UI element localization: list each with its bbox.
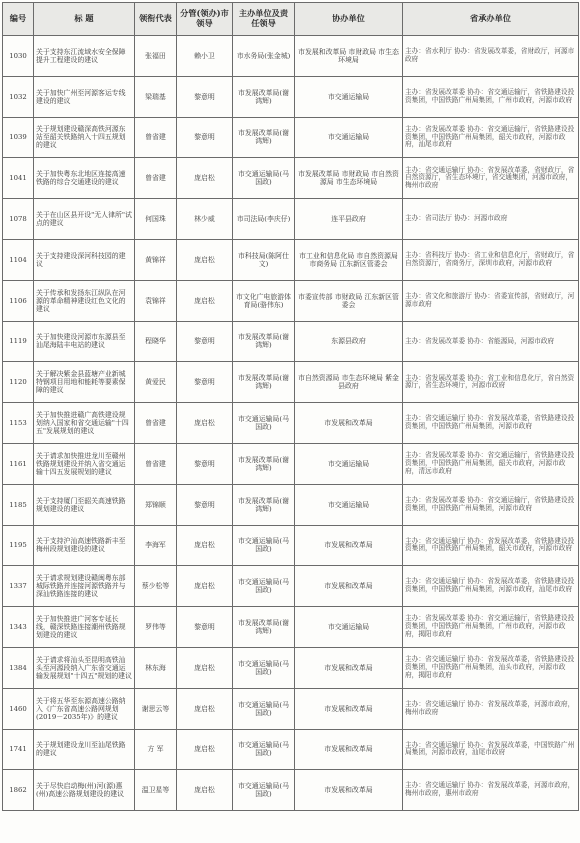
main-unit: 市交通运输局(马国政)	[233, 688, 295, 729]
co-units: 东源县政府	[295, 321, 403, 362]
lead-representative: 程晓华	[135, 321, 177, 362]
co-units: 市发展和改革局	[295, 525, 403, 566]
lead-representative: 曾省建	[135, 117, 177, 158]
proposal-number: 1106	[3, 280, 34, 321]
provincial-units: 主办：省发展改革委 协办：省交通运输厅，省铁路建设投资集团，中国铁路广州局集团，广州市政府，河源市政府	[403, 76, 579, 117]
provincial-units: 主办：省科技厅 协办：省工业和信息化厅，省财政厅，省自然资源厅，省商务厅，深圳市政府，河源市政府	[403, 239, 579, 280]
main-unit: 市发展改革局(谢鸿辉)	[233, 607, 295, 648]
provincial-units: 主办：省发展改革委 协办：省交通运输厅，省铁路建设投资集团，中国铁路广州局集团，韶关市政府，河源市政府，清远市政府	[403, 443, 579, 484]
proposal-title: 关于支持沪汕高速铁路新丰至梅州段规划建设的建议	[34, 525, 135, 566]
provincial-units: 主办：省发展改革委 协办：省工业和信息化厅，省自然资源厅，省生态环境厅，河源市政府	[403, 362, 579, 403]
co-units: 市委宣传部 市财政局 江东新区管委会	[295, 280, 403, 321]
proposal-title: 关于规划建设赣深高铁河源东站至韶关铁路纳入十四五规划的建议	[34, 117, 135, 158]
proposal-number: 1862	[3, 770, 34, 811]
city-leader: 庞启松	[177, 239, 233, 280]
proposal-title: 关于支持建设深河科技园的建议	[34, 239, 135, 280]
co-units: 市发展和改革局	[295, 647, 403, 688]
lead-representative: 林东海	[135, 647, 177, 688]
provincial-units: 主办：省交通运输厅 协办：省发展改革委，省铁路建设投资集团，中国铁路广州局集团，韶关市政府，河源市政府	[403, 525, 579, 566]
proposal-number: 1384	[3, 647, 34, 688]
proposal-number: 1195	[3, 525, 34, 566]
table-row	[3, 729, 579, 770]
provincial-units: 主办：省交通运输厅 协办：省发展改革委，省铁路建设投资集团，中国铁路广州局集团，河源市政府，汕尾市政府	[403, 566, 579, 607]
city-leader: 黎意明	[177, 321, 233, 362]
proposal-number: 1741	[3, 729, 34, 770]
proposal-number: 1039	[3, 117, 34, 158]
proposal-title: 关于规划建设龙川至汕尾铁路的建议	[34, 729, 135, 770]
lead-representative: 曾省建	[135, 403, 177, 444]
lead-representative: 张福田	[135, 36, 177, 77]
table-row	[3, 76, 579, 117]
header-city-leader: 分管(领办)市领导	[177, 3, 233, 36]
main-unit: 市交通运输局(马国政)	[233, 158, 295, 199]
lead-representative: 曾省建	[135, 158, 177, 199]
proposal-number: 1343	[3, 607, 34, 648]
provincial-units: 主办：省发展改革委 协办：省交通运输厅，省铁路建设投资集团，中国铁路广州局集团，广州市政府，河源市政府，揭阳市政府	[403, 607, 579, 648]
co-units: 市发展改革局 市财政局 市自然资源局 市生态环境局	[295, 158, 403, 199]
city-leader: 庞启松	[177, 566, 233, 607]
city-leader: 庞启松	[177, 770, 233, 811]
co-units: 市交通运输局	[295, 607, 403, 648]
table-row	[3, 362, 579, 403]
proposal-title: 关于尽快启动梅(州)河(源)惠(州)高速公路规划建设的建议	[34, 770, 135, 811]
proposal-title: 关于加快粤东北地区连接高速铁路的综合交通建设的建议	[34, 158, 135, 199]
proposal-number: 1161	[3, 443, 34, 484]
provincial-units: 主办：省发展改革委 协办：省交通运输厅，省铁路建设投资集团，中国铁路广州局集团，河源市政府	[403, 484, 579, 525]
lead-representative: 罗伟等	[135, 607, 177, 648]
table-row	[3, 403, 579, 444]
header-provincial-unit: 省承办单位	[403, 3, 579, 36]
main-unit: 市科技局(陈阿仕文)	[233, 239, 295, 280]
lead-representative: 梁瑞基	[135, 76, 177, 117]
proposal-title: 关于加快广州至河源客运专线建设的建议	[34, 76, 135, 117]
proposal-number: 1104	[3, 239, 34, 280]
table-row	[3, 525, 579, 566]
main-unit: 市发展改革局(谢鸿辉)	[233, 321, 295, 362]
lead-representative: 黄锦祥	[135, 239, 177, 280]
table-header-row	[3, 3, 579, 36]
proposal-title: 关于支持厦门至韶关高速铁路规划建设的建议	[34, 484, 135, 525]
proposal-number: 1032	[3, 76, 34, 117]
co-units: 市发展和改革局	[295, 770, 403, 811]
lead-representative: 曾省建	[135, 443, 177, 484]
co-units: 市交通运输局	[295, 117, 403, 158]
table-row	[3, 199, 579, 240]
provincial-units: 主办：省交通运输厅 协办：省发展改革委，省铁路建设投资集团，中国铁路广州局集团，汕头市政府，河源市政府，揭阳市政府	[403, 647, 579, 688]
provincial-units: 主办：省司法厅 协办：河源市政府	[403, 199, 579, 240]
main-unit: 市交通运输局(马国政)	[233, 566, 295, 607]
city-leader: 黎意明	[177, 484, 233, 525]
header-title: 标 题	[34, 3, 135, 36]
header-co-unit: 协办单位	[295, 3, 403, 36]
city-leader: 黎意明	[177, 443, 233, 484]
table-row	[3, 158, 579, 199]
table-row	[3, 280, 579, 321]
city-leader: 林少威	[177, 199, 233, 240]
lead-representative: 黄爱民	[135, 362, 177, 403]
provincial-units: 主办：省文化和旅游厅 协办：省委宣传部，省财政厅，河源市政府	[403, 280, 579, 321]
table-row	[3, 321, 579, 362]
provincial-units: 主办：省交通运输厅 协办：省发展改革委，省铁路建设投资集团，中国铁路广州局集团，河源市政府	[403, 403, 579, 444]
co-units: 市自然资源局 市生态环境局 紫金县政府	[295, 362, 403, 403]
lead-representative: 温卫星等	[135, 770, 177, 811]
main-unit: 市发展改革局(谢鸿辉)	[233, 443, 295, 484]
city-leader: 黎意明	[177, 362, 233, 403]
city-leader: 庞启松	[177, 525, 233, 566]
proposal-number: 1460	[3, 688, 34, 729]
lead-representative: 方 军	[135, 729, 177, 770]
lead-representative: 蔡少松等	[135, 566, 177, 607]
city-leader: 黎意明	[177, 607, 233, 648]
proposal-title: 关于请求将汕头至昆明高铁汕头至河源段纳入广东省交通运输发展规划"十四五"规划的建议	[34, 647, 135, 688]
proposal-title: 关于传承和发扬东江纵队在河源的革命精神建设红色文化的建议	[34, 280, 135, 321]
proposal-title: 关于支持东江流域水安全保障提升工程建设的建议	[34, 36, 135, 77]
city-leader: 庞启松	[177, 647, 233, 688]
proposal-number: 1078	[3, 199, 34, 240]
provincial-units: 主办：省交通运输厅 协办：省发展改革委，河源市政府，梅州市政府，惠州市政府	[403, 770, 579, 811]
provincial-units: 主办：省水利厅 协办：省发展改革委，省财政厅，河源市政府	[403, 36, 579, 77]
table-row	[3, 688, 579, 729]
table-row	[3, 607, 579, 648]
proposal-title: 关于在山区县开设"无人律所"试点的建议	[34, 199, 135, 240]
proposal-number: 1337	[3, 566, 34, 607]
provincial-units: 主办：省发展改革委 协办：省交通运输厅，省铁路建设投资集团，中国铁路广州局集团，韶关市政府，河源市政府，汕尾市政府	[403, 117, 579, 158]
co-units: 市交通运输局	[295, 484, 403, 525]
proposal-title: 关于加快建设河源市东源县至汕尾海陆丰电站的建议	[34, 321, 135, 362]
co-units: 市发展和改革局 市财政局 市生态环境局	[295, 36, 403, 77]
city-leader: 黎意明	[177, 76, 233, 117]
proposal-table	[2, 2, 579, 811]
proposal-number: 1041	[3, 158, 34, 199]
city-leader: 赖小卫	[177, 36, 233, 77]
co-units: 市交通运输局	[295, 443, 403, 484]
city-leader: 黎意明	[177, 117, 233, 158]
main-unit: 市交通运输局(马国政)	[233, 403, 295, 444]
provincial-units: 主办：省交通运输厅 协办：省发展改革委，中国铁路广州局集团，河源市政府，汕尾市政府	[403, 729, 579, 770]
lead-representative: 谢思云等	[135, 688, 177, 729]
city-leader: 庞启松	[177, 403, 233, 444]
main-unit: 市交通运输局(马国政)	[233, 525, 295, 566]
co-units: 市发展和改革局	[295, 729, 403, 770]
city-leader: 庞启松	[177, 280, 233, 321]
city-leader: 庞启松	[177, 688, 233, 729]
lead-representative: 郑锦顺	[135, 484, 177, 525]
provincial-units: 主办：省交通运输厅 协办：省发展改革委，省财政厅，省自然资源厅，省生态环境厅，省交通集团，河源市政府，梅州市政府	[403, 158, 579, 199]
main-unit: 市文化广电旅游体育局(骆伟东)	[233, 280, 295, 321]
main-unit: 市交通运输局(马国政)	[233, 770, 295, 811]
proposal-number: 1120	[3, 362, 34, 403]
co-units: 市发展和改革局	[295, 566, 403, 607]
header-number: 编号	[3, 3, 34, 36]
proposal-title: 关于加快推进广河客专延长线，赣深铁路连接潮州铁路规划建设的建议	[34, 607, 135, 648]
main-unit: 市发展改革局(谢鸿辉)	[233, 117, 295, 158]
table-row	[3, 36, 579, 77]
table-row	[3, 117, 579, 158]
main-unit: 市水务局(张金城)	[233, 36, 295, 77]
co-units: 市发展和改革局	[295, 403, 403, 444]
main-unit: 市发展改革局(谢鸿辉)	[233, 484, 295, 525]
table-row	[3, 443, 579, 484]
co-units: 市交通运输局	[295, 76, 403, 117]
provincial-units: 主办：省交通运输厅 协办：省发展改革委，河源市政府，梅州市政府	[403, 688, 579, 729]
lead-representative: 李海军	[135, 525, 177, 566]
table-row	[3, 770, 579, 811]
table-row	[3, 647, 579, 688]
header-representative: 领衔代表	[135, 3, 177, 36]
lead-representative: 何国珠	[135, 199, 177, 240]
table-row	[3, 239, 579, 280]
proposal-number: 1185	[3, 484, 34, 525]
co-units: 市工业和信息化局 市自然资源局 市商务局 江东新区管委会	[295, 239, 403, 280]
proposal-title: 关于将五华至东源高速公路纳入《广东省高速公路网规划(2019－2035年)》的建议	[34, 688, 135, 729]
proposal-number: 1030	[3, 36, 34, 77]
proposal-title: 关于加快推进赣广高铁建设规划纳入国家和省交通运输"十四五"发展规划的建议	[34, 403, 135, 444]
table-row	[3, 566, 579, 607]
main-unit: 市交通运输局(马国政)	[233, 729, 295, 770]
provincial-units: 主办：省发展改革委 协办：省能源局，河源市政府	[403, 321, 579, 362]
main-unit: 市司法局(李庆仔)	[233, 199, 295, 240]
proposal-number: 1153	[3, 403, 34, 444]
co-units: 连平县政府	[295, 199, 403, 240]
table-row	[3, 484, 579, 525]
main-unit: 市发展改革局(谢鸿辉)	[233, 76, 295, 117]
city-leader: 庞启松	[177, 729, 233, 770]
proposal-title: 关于解决紫金县蓝塘产业新城特钢项目用地和能耗等要素保障的建议	[34, 362, 135, 403]
proposal-number: 1119	[3, 321, 34, 362]
proposal-title: 关于请求加快推进龙川至赣州铁路规划建设并纳入省交通运输十四五发展规划的建议	[34, 443, 135, 484]
co-units: 市发展和改革局	[295, 688, 403, 729]
proposal-title: 关于请求规划建设赣闽粤东部城际铁路并连接河源铁路并与深汕铁路连接的建议	[34, 566, 135, 607]
main-unit: 市发展改革局(谢鸿辉)	[233, 362, 295, 403]
city-leader: 庞启松	[177, 158, 233, 199]
lead-representative: 袁锦祥	[135, 280, 177, 321]
main-unit: 市交通运输局(马国政)	[233, 647, 295, 688]
header-main-unit: 主办单位及责任领导	[233, 3, 295, 36]
